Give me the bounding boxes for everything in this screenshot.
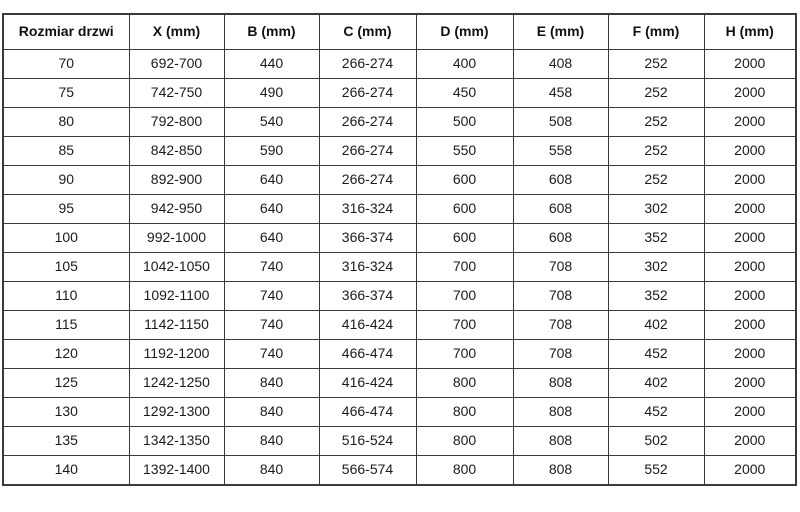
column-header-3: C (mm) (319, 14, 416, 50)
table-cell-b-mm-: 490 (224, 79, 319, 108)
table-cell-x-mm-: 692-700 (129, 50, 224, 79)
table-cell-b-mm-: 440 (224, 50, 319, 79)
table-cell-x-mm-: 1242-1250 (129, 369, 224, 398)
table-cell-x-mm-: 1192-1200 (129, 340, 224, 369)
table-cell-c-mm-: 266-274 (319, 108, 416, 137)
table-cell-f-mm-: 402 (608, 311, 704, 340)
table-cell-d-mm-: 600 (416, 166, 513, 195)
table-cell-x-mm-: 1092-1100 (129, 282, 224, 311)
table-cell-rozmiar-drzwi: 70 (3, 50, 129, 79)
table-cell-rozmiar-drzwi: 120 (3, 340, 129, 369)
table-header-row (3, 14, 796, 50)
table-cell-c-mm-: 266-274 (319, 50, 416, 79)
table-cell-h-mm-: 2000 (704, 427, 796, 456)
table-cell-f-mm-: 252 (608, 79, 704, 108)
table-cell-e-mm-: 808 (513, 427, 608, 456)
table-cell-e-mm-: 508 (513, 108, 608, 137)
table-cell-rozmiar-drzwi: 95 (3, 195, 129, 224)
table-cell-e-mm-: 458 (513, 79, 608, 108)
table-cell-x-mm-: 1342-1350 (129, 427, 224, 456)
table-cell-rozmiar-drzwi: 75 (3, 79, 129, 108)
table-cell-e-mm-: 558 (513, 137, 608, 166)
table-cell-f-mm-: 502 (608, 427, 704, 456)
table-cell-d-mm-: 600 (416, 195, 513, 224)
table-cell-e-mm-: 408 (513, 50, 608, 79)
table-cell-f-mm-: 252 (608, 137, 704, 166)
column-header-0: Rozmiar drzwi (3, 14, 129, 50)
table-cell-c-mm-: 366-374 (319, 224, 416, 253)
table-cell-rozmiar-drzwi: 135 (3, 427, 129, 456)
table-row (3, 79, 796, 108)
table-cell-b-mm-: 740 (224, 340, 319, 369)
table-cell-h-mm-: 2000 (704, 340, 796, 369)
table-cell-f-mm-: 302 (608, 195, 704, 224)
table-cell-b-mm-: 740 (224, 253, 319, 282)
table-cell-b-mm-: 840 (224, 369, 319, 398)
table-cell-c-mm-: 266-274 (319, 137, 416, 166)
table-cell-f-mm-: 552 (608, 456, 704, 486)
column-header-7: H (mm) (704, 14, 796, 50)
table-cell-rozmiar-drzwi: 140 (3, 456, 129, 486)
table-cell-c-mm-: 266-274 (319, 79, 416, 108)
table-cell-f-mm-: 252 (608, 50, 704, 79)
table-cell-c-mm-: 366-374 (319, 282, 416, 311)
table-cell-x-mm-: 942-950 (129, 195, 224, 224)
table-cell-h-mm-: 2000 (704, 224, 796, 253)
table-cell-c-mm-: 266-274 (319, 166, 416, 195)
table-cell-h-mm-: 2000 (704, 137, 796, 166)
table-cell-d-mm-: 800 (416, 456, 513, 486)
column-header-1: X (mm) (129, 14, 224, 50)
table-cell-f-mm-: 302 (608, 253, 704, 282)
table-cell-e-mm-: 708 (513, 340, 608, 369)
table-cell-x-mm-: 1392-1400 (129, 456, 224, 486)
table-cell-e-mm-: 808 (513, 456, 608, 486)
table-row (3, 253, 796, 282)
table-cell-c-mm-: 316-324 (319, 253, 416, 282)
table-cell-c-mm-: 416-424 (319, 369, 416, 398)
table-row (3, 137, 796, 166)
table-cell-rozmiar-drzwi: 110 (3, 282, 129, 311)
table-cell-h-mm-: 2000 (704, 253, 796, 282)
table-cell-h-mm-: 2000 (704, 369, 796, 398)
table-cell-rozmiar-drzwi: 80 (3, 108, 129, 137)
table-cell-x-mm-: 742-750 (129, 79, 224, 108)
table-cell-h-mm-: 2000 (704, 50, 796, 79)
table-cell-rozmiar-drzwi: 125 (3, 369, 129, 398)
table-cell-f-mm-: 352 (608, 282, 704, 311)
table-cell-rozmiar-drzwi: 100 (3, 224, 129, 253)
table-cell-c-mm-: 416-424 (319, 311, 416, 340)
table-row (3, 166, 796, 195)
table-cell-x-mm-: 892-900 (129, 166, 224, 195)
table-cell-d-mm-: 500 (416, 108, 513, 137)
table-cell-d-mm-: 450 (416, 79, 513, 108)
table-body (3, 50, 796, 486)
table-cell-rozmiar-drzwi: 90 (3, 166, 129, 195)
door-size-table (2, 13, 797, 486)
table-cell-b-mm-: 740 (224, 282, 319, 311)
table-cell-x-mm-: 792-800 (129, 108, 224, 137)
table-cell-h-mm-: 2000 (704, 398, 796, 427)
column-header-5: E (mm) (513, 14, 608, 50)
table-cell-d-mm-: 400 (416, 50, 513, 79)
table-cell-b-mm-: 840 (224, 456, 319, 486)
table-row (3, 427, 796, 456)
table-cell-d-mm-: 800 (416, 398, 513, 427)
table-cell-d-mm-: 700 (416, 253, 513, 282)
table-cell-e-mm-: 608 (513, 166, 608, 195)
column-header-2: B (mm) (224, 14, 319, 50)
table-cell-e-mm-: 708 (513, 311, 608, 340)
table-cell-f-mm-: 452 (608, 398, 704, 427)
table-cell-d-mm-: 600 (416, 224, 513, 253)
table-cell-rozmiar-drzwi: 130 (3, 398, 129, 427)
table-row (3, 108, 796, 137)
table-cell-d-mm-: 700 (416, 282, 513, 311)
table-row (3, 340, 796, 369)
table-cell-d-mm-: 800 (416, 427, 513, 456)
table-cell-f-mm-: 452 (608, 340, 704, 369)
table-cell-b-mm-: 640 (224, 166, 319, 195)
table-row (3, 282, 796, 311)
table-cell-d-mm-: 700 (416, 311, 513, 340)
table-cell-x-mm-: 1042-1050 (129, 253, 224, 282)
table-cell-e-mm-: 808 (513, 398, 608, 427)
table-cell-h-mm-: 2000 (704, 166, 796, 195)
table-cell-d-mm-: 800 (416, 369, 513, 398)
table-cell-f-mm-: 402 (608, 369, 704, 398)
table-cell-e-mm-: 608 (513, 224, 608, 253)
column-header-4: D (mm) (416, 14, 513, 50)
table-cell-c-mm-: 566-574 (319, 456, 416, 486)
table-row (3, 195, 796, 224)
table-cell-x-mm-: 992-1000 (129, 224, 224, 253)
table-row (3, 311, 796, 340)
table-cell-b-mm-: 740 (224, 311, 319, 340)
table-cell-e-mm-: 608 (513, 195, 608, 224)
table-cell-c-mm-: 316-324 (319, 195, 416, 224)
table-cell-rozmiar-drzwi: 85 (3, 137, 129, 166)
table-cell-x-mm-: 842-850 (129, 137, 224, 166)
table-cell-c-mm-: 466-474 (319, 340, 416, 369)
table-cell-d-mm-: 700 (416, 340, 513, 369)
table-cell-rozmiar-drzwi: 115 (3, 311, 129, 340)
table-cell-b-mm-: 590 (224, 137, 319, 166)
table-cell-x-mm-: 1142-1150 (129, 311, 224, 340)
table-cell-b-mm-: 840 (224, 427, 319, 456)
table-cell-h-mm-: 2000 (704, 456, 796, 486)
table-cell-f-mm-: 252 (608, 108, 704, 137)
table-cell-x-mm-: 1292-1300 (129, 398, 224, 427)
table-cell-e-mm-: 708 (513, 282, 608, 311)
table-row (3, 369, 796, 398)
table-cell-b-mm-: 640 (224, 195, 319, 224)
table-row (3, 224, 796, 253)
column-header-6: F (mm) (608, 14, 704, 50)
table-cell-f-mm-: 252 (608, 166, 704, 195)
table-cell-c-mm-: 466-474 (319, 398, 416, 427)
table-cell-rozmiar-drzwi: 105 (3, 253, 129, 282)
table-cell-h-mm-: 2000 (704, 311, 796, 340)
table-cell-c-mm-: 516-524 (319, 427, 416, 456)
table-cell-b-mm-: 840 (224, 398, 319, 427)
table-cell-b-mm-: 640 (224, 224, 319, 253)
table-cell-b-mm-: 540 (224, 108, 319, 137)
table-row (3, 50, 796, 79)
table-cell-h-mm-: 2000 (704, 108, 796, 137)
table-cell-h-mm-: 2000 (704, 79, 796, 108)
table-cell-d-mm-: 550 (416, 137, 513, 166)
table-cell-e-mm-: 708 (513, 253, 608, 282)
table-row (3, 456, 796, 486)
table-cell-h-mm-: 2000 (704, 282, 796, 311)
table-cell-e-mm-: 808 (513, 369, 608, 398)
table-cell-f-mm-: 352 (608, 224, 704, 253)
table-row (3, 398, 796, 427)
table-cell-h-mm-: 2000 (704, 195, 796, 224)
